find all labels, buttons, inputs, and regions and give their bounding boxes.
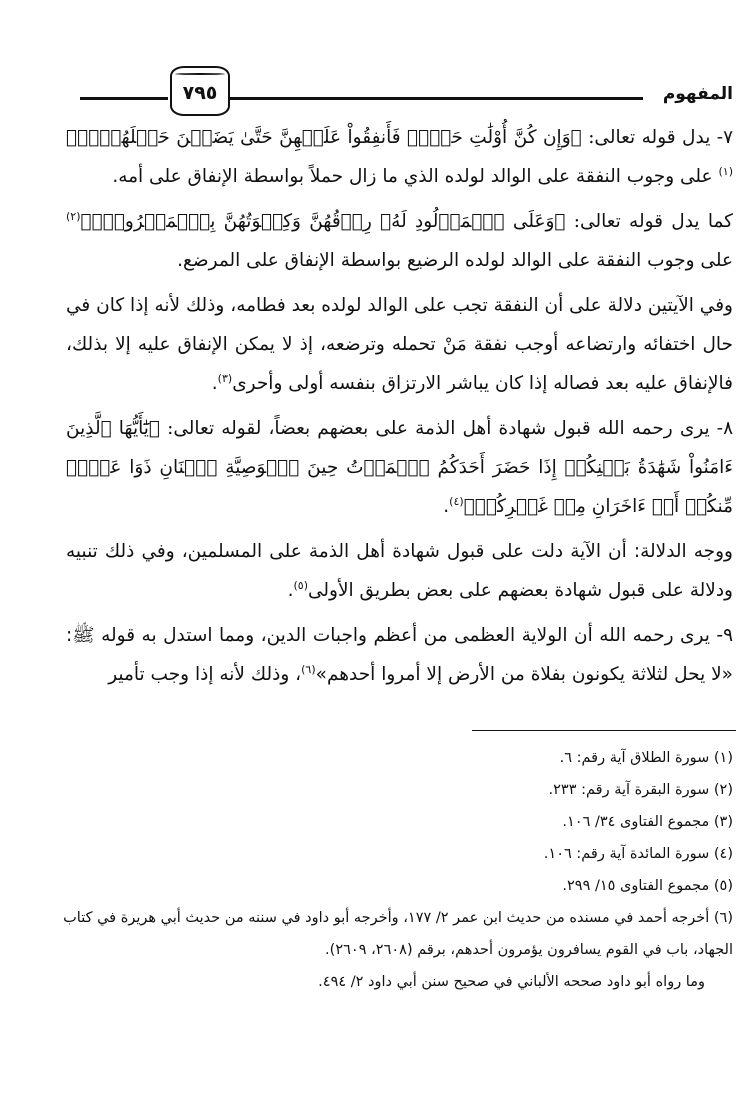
paragraph-8 bbox=[66, 409, 733, 526]
paragraph-7-cont bbox=[66, 202, 733, 280]
paragraph-9 bbox=[66, 616, 733, 694]
header-rule-short bbox=[80, 97, 168, 100]
paragraph-text: ، وذلك لأنه إذا وجب تأمير bbox=[108, 664, 302, 685]
footnote-1: (١) سورة الطلاق آية رقم: ٦. bbox=[559, 750, 733, 766]
running-title: المفهوم bbox=[662, 84, 733, 104]
paragraph-text: وفي الآيتين دلالة على أن النفقة تجب على الوالد لولده بعد فطامه، وذلك لأنه إذا كان في حال اختفائه وارتضاعه أوجب نفقة مَنْ تحمله وترضعه، إذ لا يمكن الإنفاق عليه إلا بذلك، فالإنفاق عليه بعد فصاله إذا كان يباشر الارتزاق بنفسه أولى وأحرى bbox=[66, 295, 733, 394]
paragraph-8-explanation bbox=[66, 532, 733, 610]
paragraph-text: على وجوب النفقة على الوالد لولده الرضيع بواسطة الإنفاق على المرضع. bbox=[177, 250, 733, 271]
footnote-ref[interactable]: (٤) bbox=[449, 494, 464, 508]
paragraph-text: ووجه الدلالة: أن الآية دلت على قبول شهادة أهل الذمة على المسلمين، وفي ذلك تنبيه ودلالة على قبول شهادة بعضهم على بعض بطريق الأولى bbox=[66, 541, 733, 601]
paragraph-text: على وجوب النفقة على الوالد لولده الذي ما زال حملاً بواسطة الإنفاق على أمه. bbox=[112, 166, 719, 187]
paragraph-text: ٧- يدل قوله تعالى: ﴿وَإِن كُنَّ أُوْلَٰتِ حَمۡلٖ فَأَنفِقُواْ عَلَيۡهِنَّ حَتَّىٰ يَضَعۡنَ حَمۡلَهُنَّۚ﴾ bbox=[66, 127, 733, 148]
footnote-6-cont: وما رواه أبو داود صححه الألباني في صحيح سنن أبي داود ٢/ ٤٩٤. bbox=[318, 974, 705, 990]
page-header bbox=[0, 60, 755, 120]
paragraph-text: كما يدل قوله تعالى: ﴿وَعَلَى ٱلۡمَوۡلُودِ لَهُۥ رِزۡقُهُنَّ وَكِسۡوَتُهُنَّ بِٱلۡمَعۡرُوفِۚ﴾ bbox=[80, 211, 733, 232]
footnote-4: (٤) سورة المائدة آية رقم: ١٠٦. bbox=[543, 846, 733, 862]
paragraph-text: ٨- يرى رحمه الله قبول شهادة أهل الذمة على بعضهم بعضاً، لقوله تعالى: ﴿يَٰٓأَيُّهَا ٱلَّذِينَ ءَامَنُواْ شَهَٰدَةُ بَيۡنِكُمۡ إِذَا حَضَرَ أَحَدَكُمُ ٱلۡمَوۡتُ حِينَ ٱلۡوَصِيَّةِ ٱثۡنَانِ ذَوَا عَدۡلٖ مِّنكُمۡ أَوۡ ءَاخَرَانِ مِنۡ غَيۡرِكُمۡ﴾ bbox=[66, 418, 733, 517]
footnote-ref[interactable]: (٣) bbox=[217, 371, 233, 385]
paragraph-7 bbox=[66, 118, 733, 196]
page-number: ٧٩٥ bbox=[182, 82, 218, 104]
paragraph-text: . bbox=[211, 373, 218, 394]
paragraph-7-explanation bbox=[66, 286, 733, 403]
footnotes bbox=[60, 742, 733, 998]
footnote-ref[interactable]: (٦) bbox=[301, 662, 316, 676]
footnote-5: (٥) مجموع الفتاوى ١٥/ ٢٩٩. bbox=[562, 878, 733, 894]
footnote-separator bbox=[472, 730, 736, 731]
footnote-ref[interactable]: (٥) bbox=[293, 578, 308, 592]
footnote-6: (٦) أخرجه أحمد في مسنده من حديث ابن عمر ٢/ ١٧٧، وأخرجه أبو داود في سننه من حديث أبي هريرة في كتاب الجهاد، باب في القوم يسافرون يؤمرون أحدهم، برقم (٢٦٠٨، ٢٦٠٩). bbox=[63, 910, 733, 958]
paragraph-text: ٩- يرى رحمه الله أن الولاية العظمى من أعظم واجبات الدين، ومما استدل به قوله ﷺ: «لا يحل لثلاثة يكونون بفلاة من الأرض إلا أمروا أحدهم» bbox=[66, 625, 733, 685]
paragraph-text: . bbox=[443, 496, 450, 517]
paragraph-text: . bbox=[287, 580, 294, 601]
footnote-3: (٣) مجموع الفتاوى ٣٤/ ١٠٦. bbox=[562, 814, 733, 830]
footnote-2: (٢) سورة البقرة آية رقم: ٢٣٣. bbox=[548, 782, 733, 798]
footnote-ref[interactable]: (١) bbox=[718, 164, 733, 178]
main-text bbox=[66, 118, 733, 700]
footnote-ref[interactable]: (٢) bbox=[66, 209, 81, 223]
header-rule bbox=[228, 97, 643, 100]
page-number-frame bbox=[170, 66, 230, 116]
